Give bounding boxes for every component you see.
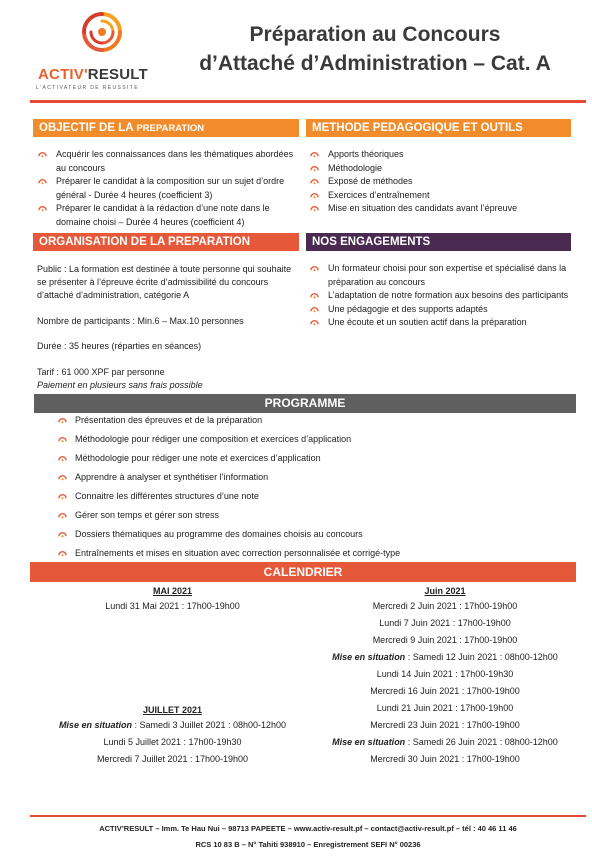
- brand-tagline: L'ACTIVATEUR DE RÉUSSITE: [36, 85, 139, 91]
- swirl-bullet-icon: [310, 204, 319, 213]
- list-item: [308, 175, 570, 189]
- brand-name: [38, 66, 148, 83]
- organisation-public: Public : La formation est destinée à toute personne qui souhaite se présenter à l’épreuve écrite d’admissibilité du concours d’attaché d’administration, catégorie A: [37, 264, 292, 300]
- calendar-session: Mercredi 2 Juin 2021 : 17h00-19h00: [372, 601, 518, 611]
- list-item: [60, 490, 400, 509]
- session-type: Mise en situation: [332, 737, 406, 747]
- objectif-heading: [33, 119, 299, 137]
- swirl-bullet-icon: [310, 305, 319, 314]
- engagement-item-text: Une pédagogie et des supports adaptés: [328, 303, 488, 314]
- footer-contact: ACTIV’RESULT – Imm. Te Hau Nui – 98713 PAPEETE – www.activ-result.pf – contact@activ-result.pf – tél : 40 46 11 46: [99, 824, 517, 833]
- swirl-bullet-icon: [58, 530, 67, 539]
- swirl-bullet-icon: [58, 473, 67, 482]
- footer-registration: RCS 10 83 B – N° Tahiti 938910 – Enregistrement SEFI N° 00236: [195, 840, 421, 849]
- programme-item-text: Connaitre les différentes structures d’une note: [75, 491, 259, 501]
- list-item: [308, 289, 574, 303]
- organisation-tarif: Tarif : 61 000 XPF par personne: [37, 367, 165, 377]
- list-item: [308, 303, 574, 317]
- methode-item-text: Apports théoriques: [328, 149, 404, 159]
- programme-item-text: Méthodologie pour rédiger une note et exercices d’application: [75, 453, 321, 463]
- calendrier-heading: CALENDRIER: [30, 562, 576, 582]
- objectif-item-text: Acquérir les connaissances dans les thématiques abordées au concours: [56, 149, 294, 173]
- document-header: [0, 0, 592, 100]
- objectif-heading-small: PREPARATION: [136, 123, 205, 134]
- engagement-item-text: Un formateur choisi pour son expertise et spécialisé dans la préparation au concours: [328, 263, 567, 287]
- session-detail: : Samedi 12 Juin 2021 : 08h00-12h00: [405, 652, 558, 662]
- month-label-mai: MAI 2021: [152, 586, 193, 596]
- swirl-bullet-icon: [310, 164, 319, 173]
- list-item: [36, 202, 298, 229]
- programme-item-text: Gérer son temps et gérer son stress: [75, 510, 220, 520]
- calendar-session: [300, 736, 590, 753]
- objectif-list: [36, 148, 298, 229]
- swirl-bullet-icon: [38, 150, 47, 159]
- list-item: [60, 509, 400, 528]
- session-detail: : Samedi 26 Juin 2021 : 08h00-12h00: [405, 737, 558, 747]
- calendar-session: Mercredi 7 Juillet 2021 : 17h00-19h00: [96, 754, 249, 764]
- list-item: [36, 175, 298, 202]
- swirl-bullet-icon: [58, 454, 67, 463]
- swirl-bullet-icon: [58, 416, 67, 425]
- list-item: [60, 528, 400, 547]
- calendar-mai: [60, 586, 285, 617]
- calendar-juin: [300, 586, 590, 770]
- swirl-bullet-icon: [58, 492, 67, 501]
- calendar-session: [30, 719, 315, 736]
- session-type: Mise en situation: [58, 720, 132, 730]
- paiement-text: Paiement en plusieurs sans frais possible: [37, 380, 203, 390]
- calendar-session: Mercredi 30 Juin 2021 : 17h00-19h00: [370, 754, 520, 764]
- list-item: [308, 316, 574, 330]
- methode-list: [308, 148, 570, 216]
- calendar-session: [300, 651, 590, 668]
- list-item: [60, 433, 400, 452]
- title-line-2: d’Attaché d’Administration – Cat. A: [199, 52, 551, 75]
- page-title: [185, 20, 565, 78]
- calendar-juillet: [30, 705, 315, 770]
- month-label-juin: Juin 2021: [424, 586, 466, 596]
- calendar-session: Lundi 14 Juin 2021 : 17h00-19h30: [376, 669, 514, 679]
- swirl-bullet-icon: [310, 264, 319, 273]
- organisation-heading: ORGANISATION DE LA PREPARATION: [33, 233, 299, 251]
- list-item: [308, 189, 570, 203]
- programme-item-text: Dossiers thématiques au programme des domaines choisis au concours: [75, 529, 363, 539]
- list-item: [60, 452, 400, 471]
- programme-item-text: Méthodologie pour rédiger une composition et exercices d’application: [75, 434, 352, 444]
- objectif-item-text: Préparer le candidat à la composition sur un sujet d’ordre général - Durée 4 heures (coefficient 3): [56, 176, 285, 200]
- engagement-item-text: L’adaptation de notre formation aux besoins des participants: [328, 290, 569, 300]
- swirl-bullet-icon: [58, 435, 67, 444]
- programme-item-text: Présentation des épreuves et de la préparation: [75, 415, 263, 425]
- swirl-bullet-icon: [58, 549, 67, 558]
- session-detail: : Samedi 3 Juillet 2021 : 08h00-12h00: [131, 720, 287, 730]
- methode-item-text: Exercices d’entraînement: [328, 189, 430, 200]
- list-item: [36, 148, 298, 175]
- methode-item-text: Exposé de méthodes: [328, 176, 413, 186]
- calendar-session: Lundi 7 Juin 2021 : 17h00-19h00: [379, 618, 511, 628]
- swirl-bullet-icon: [310, 177, 319, 186]
- brand-name-part2: RESULT: [87, 66, 148, 83]
- calendar-session: Mercredi 23 Juin 2021 : 17h00-19h00: [370, 720, 520, 730]
- swirl-bullet-icon: [58, 511, 67, 520]
- sun-swirl-icon: [76, 6, 128, 58]
- calendar-session: Lundi 31 Mai 2021 : 17h00-19h00: [105, 601, 240, 611]
- swirl-bullet-icon: [310, 318, 319, 327]
- swirl-bullet-icon: [310, 191, 319, 200]
- organisation-duree: Durée : 35 heures (réparties en séances): [37, 341, 202, 351]
- list-item: [308, 162, 570, 176]
- swirl-bullet-icon: [310, 291, 319, 300]
- objectif-heading-main: OBJECTIF DE LA: [39, 122, 137, 134]
- list-item: [308, 202, 570, 216]
- calendar-session: Mercredi 16 Juin 2021 : 17h00-19h00: [370, 686, 520, 696]
- programme-heading: PROGRAMME: [34, 394, 576, 413]
- brand-logo: [30, 6, 170, 96]
- programme-list: [60, 414, 400, 566]
- methode-heading: METHODE PEDAGOGIQUE ET OUTILS: [306, 119, 571, 137]
- list-item: [308, 262, 574, 289]
- engagements-list: [308, 262, 574, 330]
- calendar-session: Lundi 5 Juillet 2021 : 17h00-19h30: [103, 737, 242, 747]
- list-item: [60, 414, 400, 433]
- swirl-bullet-icon: [38, 177, 47, 186]
- calendar-session: Mercredi 9 Juin 2021 : 17h00-19h00: [372, 635, 518, 645]
- header-divider: [30, 100, 586, 103]
- methode-item-text: Mise en situation des candidats avant l’épreuve: [328, 203, 518, 213]
- organisation-paiement: [37, 379, 299, 392]
- list-item: [308, 148, 570, 162]
- swirl-bullet-icon: [38, 204, 47, 213]
- organisation-participants: Nombre de participants : Min.6 – Max.10 personnes: [37, 316, 244, 326]
- session-type: Mise en situation: [332, 652, 406, 662]
- programme-item-text: Entraînements et mises en situation avec correction personnalisée et corrigé-type: [75, 548, 401, 558]
- objectif-item-text: Préparer le candidat à la rédaction d’une note dans le domaine choisi – Durée 4 heures (coefficient 4): [56, 203, 270, 227]
- list-item: [60, 471, 400, 490]
- brand-name-part1: ACTIV': [38, 66, 88, 83]
- footer-divider: [30, 815, 586, 817]
- engagement-item-text: Une écoute et un soutien actif dans la préparation: [328, 317, 527, 327]
- title-line-1: Préparation au Concours: [249, 23, 501, 46]
- month-label-juillet: JUILLET 2021: [142, 705, 203, 715]
- engagements-heading: NOS ENGAGEMENTS: [306, 233, 571, 251]
- methode-item-text: Méthodologie: [328, 162, 383, 173]
- calendar-session: Lundi 21 Juin 2021 : 17h00-19h00: [376, 703, 514, 713]
- programme-item-text: Apprendre à analyser et synthétiser l’information: [75, 472, 269, 482]
- swirl-bullet-icon: [310, 150, 319, 159]
